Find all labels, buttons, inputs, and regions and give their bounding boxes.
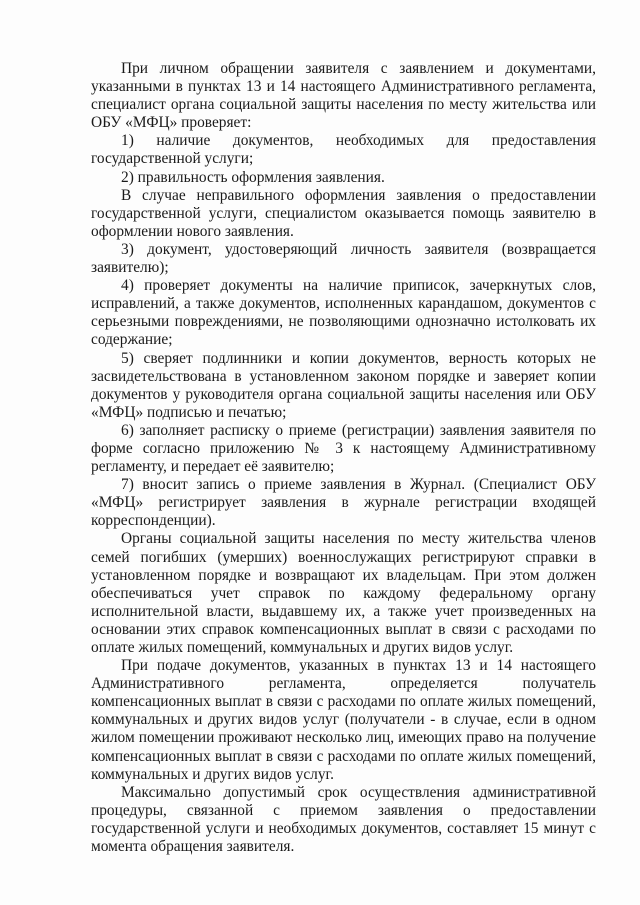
list-item: В случае неправильного оформления заявления о предоставлении государственной услуги, специалистом оказывается помощь заявителю в оформлении нового заявления. <box>91 186 596 240</box>
body-paragraph: Органы социальной защиты населения по месту жительства членов семей погибших (умерших) военнослужащих регистрируют справки в установленном порядке и возвращают их владельцам. При этом должен обеспечиваться учет справок по каждому федеральному органу исполнительной власти, выдавшему их, а также учет произведенных на основании этих справок компенсационных выплат в связи с расходами по оплате жилых помещений, коммунальных и других видов услуг. <box>91 530 596 656</box>
list-item: 3) документ, удостоверяющий личность заявителя (возвращается заявителю); <box>91 240 596 277</box>
list-item: 6) заполняет расписку о приеме (регистрации) заявления заявителя по форме согласно приложению № 3 к настоящему Административному регламенту, и передает её заявителю; <box>91 421 596 476</box>
body-paragraph: Максимально допустимый срок осуществления административной процедуры, связанной с приемом заявления о предоставлении государственной услуги и необходимых документов, составляет 15 минут с момента обращения заявителя. <box>91 783 596 856</box>
intro-paragraph: При личном обращении заявителя с заявлением и документами, указанными в пунктах 13 и 14 настоящего Административного регламента, специалист органа социальной защиты населения по месту жительства или ОБУ «МФЦ» проверяет: <box>91 60 596 132</box>
list-item: 1) наличие документов, необходимых для предоставления государственной услуги; <box>91 132 596 168</box>
list-item: 2) правильность оформления заявления. <box>121 168 385 186</box>
document-body <box>91 60 596 856</box>
body-paragraph: При подаче документов, указанных в пунктах 13 и 14 настоящего Административного регламента, определяется получатель компенсационных выплат в связи с расходами по оплате жилых помещений, коммунальных и других видов услуг (получатели - в случае, если в одном жилом помещении проживают несколько лиц, имеющих право на получение компенсационных выплат в связи с расходами по оплате жилых помещений, коммунальных и других видов услуг. <box>91 657 596 783</box>
list-item: 5) сверяет подлинники и копии документов, верность которых не засвидетельствована в установленном законом порядке и заверяет копии документов у руководителя органа социальной защиты населения или ОБУ «МФЦ» подписью и печатью; <box>91 349 596 421</box>
list-item: 7) вносит запись о приеме заявления в Журнал. (Специалист ОБУ «МФЦ» регистрирует заявления в журнале регистрации входящей корреспонденции). <box>91 476 596 530</box>
list-item: 4) проверяет документы на наличие приписок, зачеркнутых слов, исправлений, а также документов, исполненных карандашом, документов с серьезными повреждениями, не позволяющими однозначно истолковать их содержание; <box>91 277 596 349</box>
